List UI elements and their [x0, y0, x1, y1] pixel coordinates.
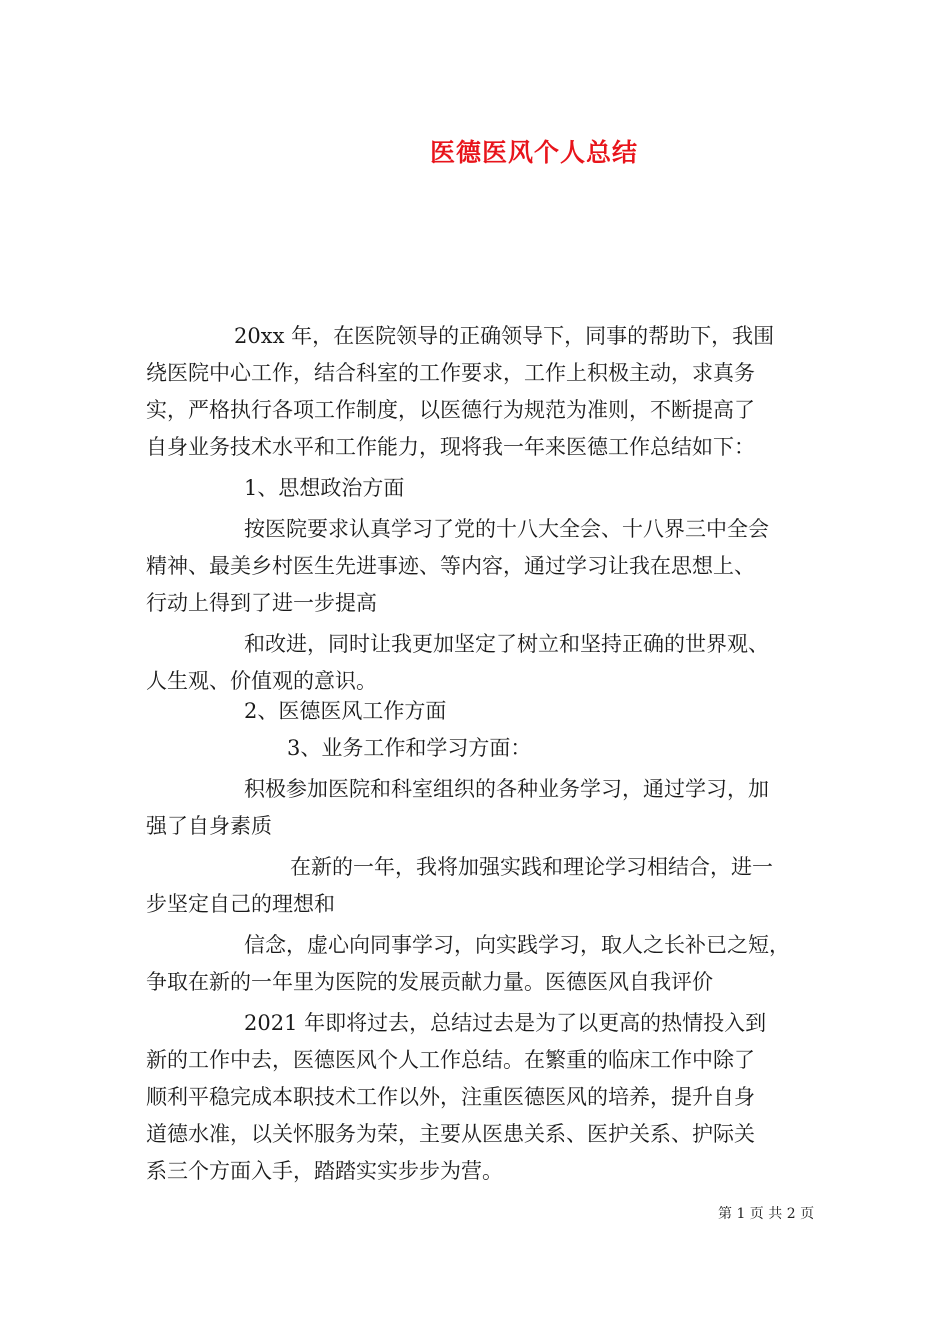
paragraph-line: 2021 年即将过去，总结过去是为了以更高的热情投入到: [244, 1011, 767, 1035]
paragraph-line: 和改进，同时让我更加坚定了树立和坚持正确的世界观、: [244, 632, 769, 656]
paragraph-line: 按医院要求认真学习了党的十八大全会、十八界三中全会: [244, 517, 769, 541]
paragraph-line: 强了自身素质: [146, 814, 272, 838]
paragraph-line: 实，严格执行各项工作制度，以医德行为规范为准则，不断提高了: [146, 398, 755, 422]
section-heading-1: 1、思想政治方面: [244, 476, 405, 500]
paragraph-line: 系三个方面入手，踏踏实实步步为营。: [146, 1159, 503, 1183]
paragraph-line: 精神、最美乡村医生先进事迹、等内容，通过学习让我在思想上、: [146, 554, 755, 578]
paragraph-line: 在新的一年，我将加强实践和理论学习相结合，进一: [290, 855, 773, 879]
paragraph-line: 步坚定自己的理想和: [146, 892, 335, 916]
page-footer: 第 1 页 共 2 页: [718, 1206, 815, 1222]
section-heading-2: 2、医德医风工作方面: [244, 699, 447, 723]
paragraph-line: 人生观、价值观的意识。: [146, 669, 377, 693]
paragraph-line: 自身业务技术水平和工作能力，现将我一年来医德工作总结如下：: [146, 435, 755, 459]
section-heading-3: 3、业务工作和学习方面：: [287, 736, 532, 760]
paragraph-line: 积极参加医院和科室组织的各种业务学习，通过学习，加: [244, 777, 769, 801]
paragraph-line: 信念，虚心向同事学习，向实践学习，取人之长补已之短，: [244, 933, 790, 957]
paragraph-line: 道德水准，以关怀服务为荣，主要从医患关系、医护关系、护际关: [146, 1122, 755, 1146]
paragraph-line: 新的工作中去，医德医风个人工作总结。在繁重的临床工作中除了: [146, 1048, 755, 1072]
paragraph-line: 20xx 年，在医院领导的正确领导下，同事的帮助下，我围: [234, 324, 775, 348]
paragraph-line: 顺利平稳完成本职技术工作以外，注重医德医风的培养，提升自身: [146, 1085, 755, 1109]
document-title: [0, 133, 950, 169]
paragraph-line: 行动上得到了进一步提高: [146, 591, 377, 615]
document-title-text: 医德医风个人总结: [429, 138, 638, 167]
paragraph-line: 绕医院中心工作，结合科室的工作要求，工作上积极主动，求真务: [146, 361, 755, 385]
paragraph-line: 争取在新的一年里为医院的发展贡献力量。医德医风自我评价: [146, 970, 713, 994]
